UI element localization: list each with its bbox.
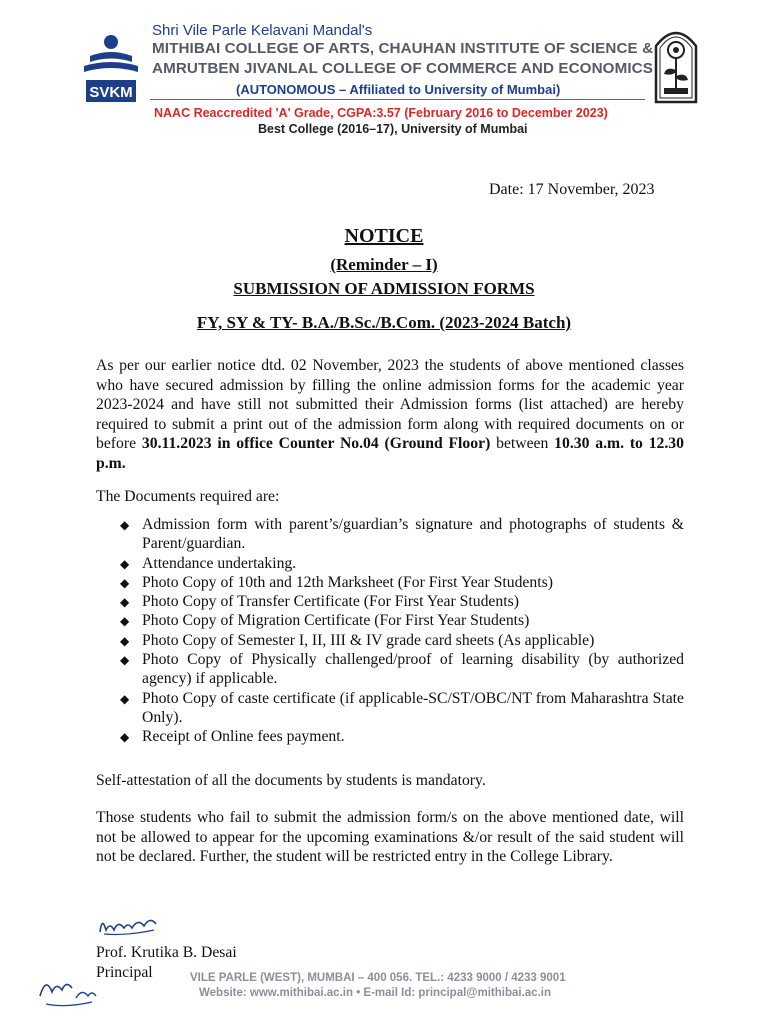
list-item: ◆ Photo Copy of 10th and 12th Marksheet (For First Year Students) (118, 573, 684, 592)
list-item: ◆ Admission form with parent’s/guardian’s signature and photographs of students & Parent/guardian. (120, 516, 684, 553)
org-name: Shri Vile Parle Kelavani Mandal's (152, 22, 373, 39)
list-item: ◆ Photo Copy of Physically challenged/proof of learning disability (by authorized agency) if applicable. (120, 651, 684, 688)
header-divider (150, 99, 645, 100)
college-name-line1: MITHIBAI COLLEGE OF ARTS, CHAUHAN INSTITUTE OF SCIENCE & (152, 40, 654, 57)
office-hours: 10.30 a.m. to 12.30 p.m. (96, 435, 684, 472)
initials-mark-icon (36, 966, 120, 1010)
autonomous-status: (AUTONOMOUS – Affiliated to University of Mumbai) (236, 82, 561, 97)
list-item: ◆ Photo Copy of Transfer Certificate (For First Year Students) (118, 592, 684, 611)
best-college-award: Best College (2016–17), University of Mumbai (258, 122, 528, 136)
deadline-location: 30.11.2023 in office Counter No.04 (Ground Floor) (141, 435, 491, 452)
notice-subject: SUBMISSION OF ADMISSION FORMS (233, 279, 535, 298)
documents-list (118, 515, 684, 747)
diamond-bullet-icon: ◆ (120, 556, 130, 571)
naac-accreditation: NAAC Reaccredited 'A' Grade, CGPA:3.57 (February 2016 to December 2023) (154, 106, 608, 120)
list-item: ◆ Attendance undertaking. (118, 554, 684, 573)
paragraph-connector: between (490, 435, 555, 452)
failure-consequence: Those students who fail to submit the admission form/s on the above mentioned date, will not be allowed to appear for the upcoming examinations &/or result of the said student will not be declared. Further, the student will be restricted entry in the College Library. (96, 809, 684, 865)
list-item: ◆ Receipt of Online fees payment. (118, 727, 684, 746)
diamond-bullet-icon: ◆ (120, 595, 130, 610)
diamond-bullet-icon: ◆ (120, 518, 130, 532)
notice-date: Date: 17 November, 2023 (489, 181, 655, 198)
college-emblem (650, 24, 702, 104)
notice-classes: FY, SY & TY- B.A./B.Sc./B.Com. (2023-2024 Batch) (196, 313, 572, 332)
diamond-bullet-icon: ◆ (120, 633, 130, 648)
diamond-bullet-icon: ◆ (120, 614, 130, 629)
documents-intro: The Documents required are: (96, 488, 280, 505)
diamond-bullet-icon: ◆ (120, 691, 130, 706)
notice-title: NOTICE (344, 225, 424, 247)
signatory-name: Prof. Krutika B. Desai (96, 944, 237, 961)
college-name-line2: AMRUTBEN JIVANLAL COLLEGE OF COMMERCE AND ECONOMICS (152, 60, 653, 77)
signature-icon (96, 912, 162, 938)
list-item: ◆ Photo Copy of Migration Certificate (For First Year Students) (118, 611, 684, 630)
footer-address: VILE PARLE (WEST), MUMBAI – 400 056. TEL.: 4233 9000 / 4233 9001 (190, 972, 566, 984)
self-attestation-note: Self-attestation of all the documents by students is mandatory. (96, 772, 486, 789)
diamond-bullet-icon: ◆ (120, 730, 130, 745)
notice-paragraph (96, 356, 684, 473)
signatory-role: Principal (96, 964, 153, 981)
paragraph-text: As per our earlier notice dtd. 02 November, 2023 the students of above mentioned classes who have secured admission by filling the online admission forms for the academic year 2023-2024 and have still not submitted their Admission forms (list attached) are hereby required to submit a print out of the admission form along with required documents on or before (96, 357, 684, 452)
footer-contact: Website: www.mithibai.ac.in • E-mail Id: principal@mithibai.ac.in (199, 987, 551, 999)
diamond-bullet-icon: ◆ (120, 653, 130, 668)
reminder-label: (Reminder – I) (330, 255, 438, 274)
list-item: ◆ Photo Copy of Semester I, II, III & IV grade card sheets (As applicable) (118, 631, 684, 650)
svkm-logo (76, 28, 146, 104)
logo-text: SVKM (89, 84, 133, 101)
list-item: ◆ Photo Copy of caste certificate (if applicable-SC/ST/OBC/NT from Maharashtra State Only). (120, 689, 684, 726)
diamond-bullet-icon: ◆ (120, 575, 130, 590)
